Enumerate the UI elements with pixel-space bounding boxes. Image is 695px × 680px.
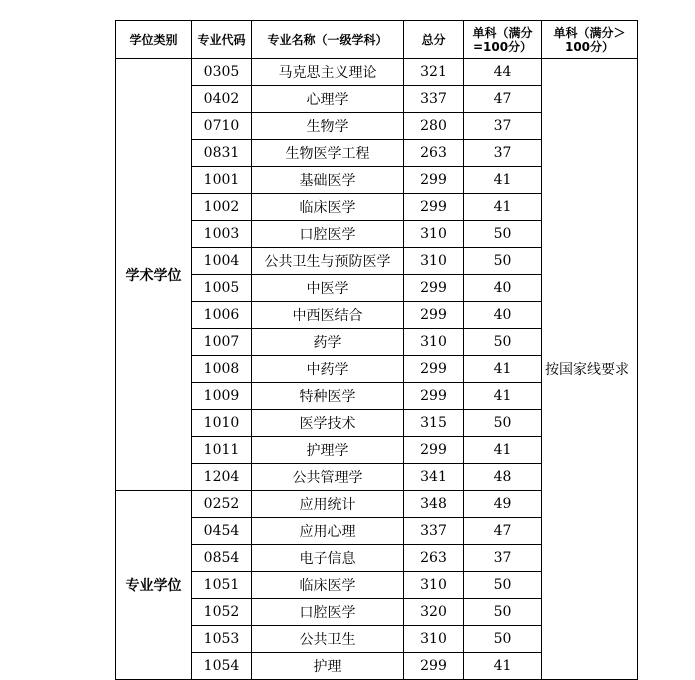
- major-name-cell: 特种医学: [252, 383, 404, 410]
- total-score-cell: 337: [404, 86, 464, 113]
- major-code-cell: 1002: [192, 194, 252, 221]
- total-score-cell: 299: [404, 383, 464, 410]
- single-score-cell: 37: [464, 140, 542, 167]
- single-score-cell: 41: [464, 356, 542, 383]
- major-code-cell: 0854: [192, 545, 252, 572]
- major-name-cell: 中医学: [252, 275, 404, 302]
- major-name-cell: 中药学: [252, 356, 404, 383]
- total-score-cell: 310: [404, 572, 464, 599]
- major-name-cell: 临床医学: [252, 572, 404, 599]
- major-code-cell: 1011: [192, 437, 252, 464]
- score-table: [115, 20, 638, 680]
- single-score-cell: 40: [464, 302, 542, 329]
- total-score-cell: 337: [404, 518, 464, 545]
- table-body: [116, 59, 638, 680]
- header-major-name: 专业名称（一级学科）: [252, 21, 404, 59]
- single-score-cell: 41: [464, 167, 542, 194]
- major-code-cell: 0402: [192, 86, 252, 113]
- major-code-cell: 0454: [192, 518, 252, 545]
- major-name-cell: 口腔医学: [252, 221, 404, 248]
- major-name-cell: 公共卫生与预防医学: [252, 248, 404, 275]
- single-score-cell: 50: [464, 248, 542, 275]
- table-row: [116, 59, 638, 86]
- major-name-cell: 护理: [252, 653, 404, 680]
- total-score-cell: 321: [404, 59, 464, 86]
- total-score-cell: 310: [404, 221, 464, 248]
- major-name-cell: 医学技术: [252, 410, 404, 437]
- major-name-cell: 电子信息: [252, 545, 404, 572]
- major-code-cell: 1006: [192, 302, 252, 329]
- header-row: [116, 21, 638, 59]
- major-name-cell: 公共管理学: [252, 464, 404, 491]
- major-code-cell: 1051: [192, 572, 252, 599]
- major-code-cell: 1053: [192, 626, 252, 653]
- single-score-cell: 50: [464, 221, 542, 248]
- header-single-eq100: 单科（满分=100分）: [464, 21, 542, 59]
- major-code-cell: 0305: [192, 59, 252, 86]
- degree-type-cell: 专业学位: [116, 491, 192, 680]
- total-score-cell: 315: [404, 410, 464, 437]
- major-name-cell: 马克思主义理论: [252, 59, 404, 86]
- major-name-cell: 公共卫生: [252, 626, 404, 653]
- total-score-cell: 320: [404, 599, 464, 626]
- major-name-cell: 护理学: [252, 437, 404, 464]
- single-score-cell: 50: [464, 329, 542, 356]
- total-score-cell: 299: [404, 167, 464, 194]
- single-score-cell: 49: [464, 491, 542, 518]
- total-score-cell: 299: [404, 437, 464, 464]
- single-score-cell: 50: [464, 626, 542, 653]
- total-score-cell: 280: [404, 113, 464, 140]
- major-name-cell: 应用统计: [252, 491, 404, 518]
- major-name-cell: 生物学: [252, 113, 404, 140]
- major-code-cell: 1003: [192, 221, 252, 248]
- major-code-cell: 0831: [192, 140, 252, 167]
- major-code-cell: 1004: [192, 248, 252, 275]
- single-score-cell: 41: [464, 653, 542, 680]
- major-code-cell: 1052: [192, 599, 252, 626]
- single-score-cell: 37: [464, 545, 542, 572]
- single-score-cell: 48: [464, 464, 542, 491]
- total-score-cell: 348: [404, 491, 464, 518]
- header-major-code: 专业代码: [192, 21, 252, 59]
- single-score-cell: 41: [464, 383, 542, 410]
- single-score-cell: 40: [464, 275, 542, 302]
- total-score-cell: 299: [404, 194, 464, 221]
- single-score-cell: 50: [464, 599, 542, 626]
- total-score-cell: 310: [404, 329, 464, 356]
- major-name-cell: 口腔医学: [252, 599, 404, 626]
- major-code-cell: 1005: [192, 275, 252, 302]
- major-name-cell: 药学: [252, 329, 404, 356]
- major-code-cell: 0710: [192, 113, 252, 140]
- major-name-cell: 应用心理: [252, 518, 404, 545]
- major-code-cell: 1010: [192, 410, 252, 437]
- total-score-cell: 310: [404, 248, 464, 275]
- major-name-cell: 生物医学工程: [252, 140, 404, 167]
- major-name-cell: 心理学: [252, 86, 404, 113]
- degree-type-cell: 学术学位: [116, 59, 192, 491]
- major-code-cell: 1007: [192, 329, 252, 356]
- total-score-cell: 299: [404, 302, 464, 329]
- total-score-cell: 299: [404, 275, 464, 302]
- header-degree-type: 学位类别: [116, 21, 192, 59]
- table-header: [116, 21, 638, 59]
- single-score-cell: 41: [464, 437, 542, 464]
- major-name-cell: 中西医结合: [252, 302, 404, 329]
- major-code-cell: 1204: [192, 464, 252, 491]
- major-code-cell: 1001: [192, 167, 252, 194]
- single-score-cell: 47: [464, 518, 542, 545]
- national-line-note-cell: 按国家线要求: [542, 59, 638, 680]
- total-score-cell: 341: [404, 464, 464, 491]
- total-score-cell: 263: [404, 545, 464, 572]
- total-score-cell: 299: [404, 653, 464, 680]
- total-score-cell: 299: [404, 356, 464, 383]
- single-score-cell: 50: [464, 572, 542, 599]
- header-single-gt100: 单科（满分＞100分）: [542, 21, 638, 59]
- major-code-cell: 0252: [192, 491, 252, 518]
- single-score-cell: 50: [464, 410, 542, 437]
- total-score-cell: 263: [404, 140, 464, 167]
- single-score-cell: 47: [464, 86, 542, 113]
- total-score-cell: 310: [404, 626, 464, 653]
- major-code-cell: 1054: [192, 653, 252, 680]
- major-code-cell: 1009: [192, 383, 252, 410]
- single-score-cell: 37: [464, 113, 542, 140]
- major-code-cell: 1008: [192, 356, 252, 383]
- major-name-cell: 基础医学: [252, 167, 404, 194]
- major-name-cell: 临床医学: [252, 194, 404, 221]
- header-total: 总分: [404, 21, 464, 59]
- single-score-cell: 44: [464, 59, 542, 86]
- single-score-cell: 41: [464, 194, 542, 221]
